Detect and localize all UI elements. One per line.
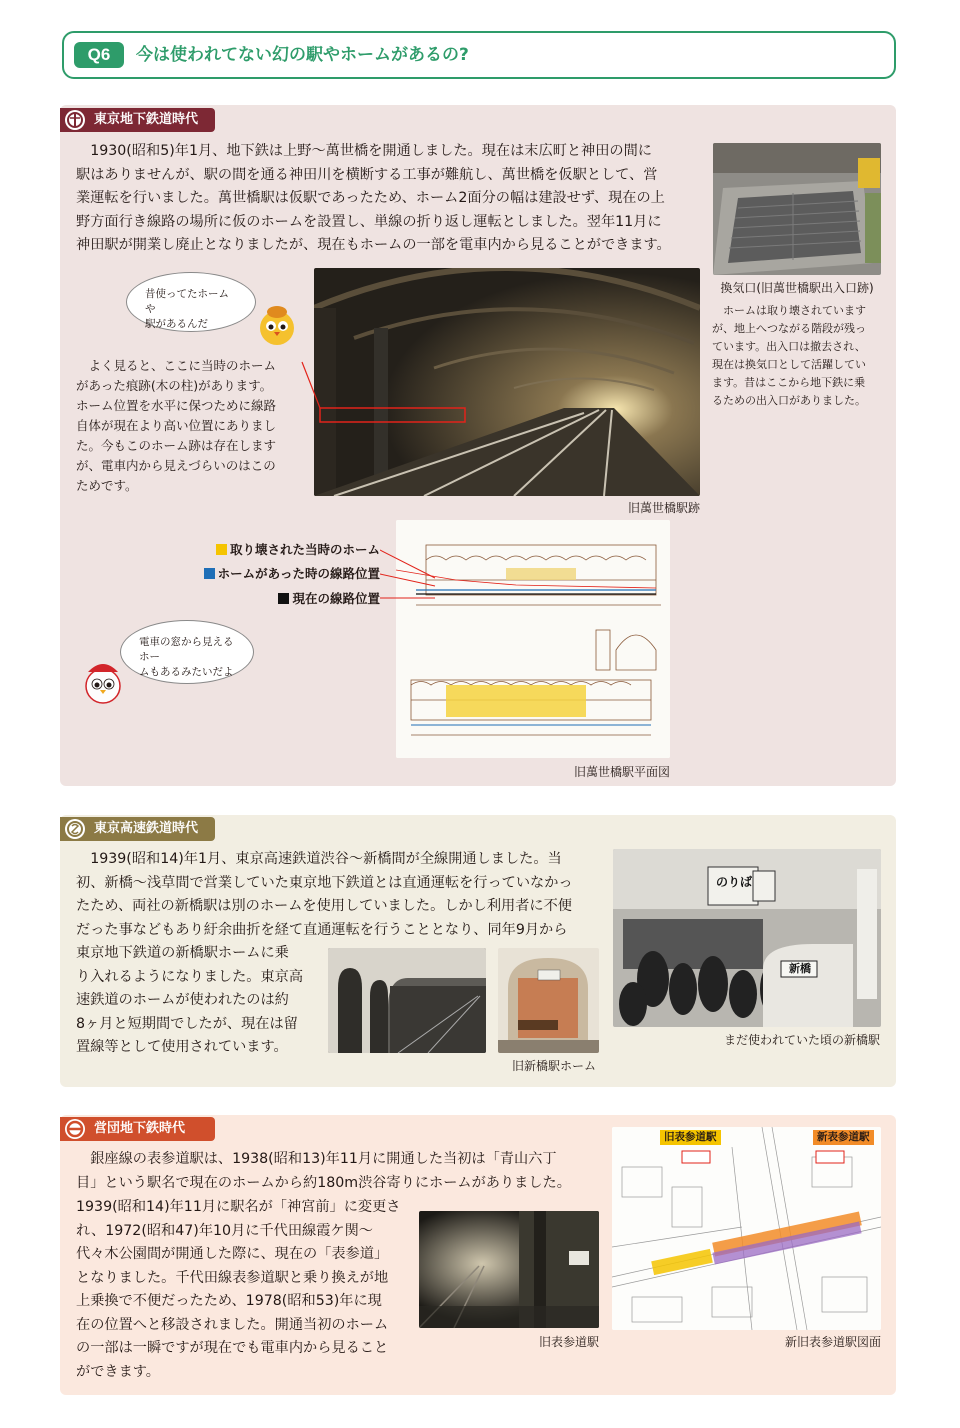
note-line: よく見ると、ここに当時のホーム xyxy=(88,358,277,373)
vent-note-line: ます。昔はここから地下鉄に乗 xyxy=(712,376,866,389)
omotesando-photo-caption: 旧表参道駅 xyxy=(538,1335,599,1349)
omotesando-station-map xyxy=(612,1127,881,1330)
section3-line: の一部は一瞬ですが現在でも電車内から見ること xyxy=(76,1340,389,1356)
bubble2-line: 電車の窓から見えるホー xyxy=(139,636,234,663)
old-shinbashi-platform-photo-2 xyxy=(498,948,599,1053)
speech-bubble-1 xyxy=(126,272,256,332)
platform-trace-note xyxy=(76,356,308,496)
mascot-icon xyxy=(254,300,300,348)
photo-sign-shinbashi: 新橋 xyxy=(789,962,811,975)
section2-line: たため、両社の新橋駅は別のホームを使用していました。しかし利用者に不便 xyxy=(76,898,572,914)
map-caption: 新旧表参道駅図面 xyxy=(784,1335,881,1349)
mascot-2-icon xyxy=(80,654,126,706)
section2-line: 1939(昭和14)年1月、東京高速鉄道渋谷〜新橋間が全線開通しました。当 xyxy=(90,851,562,867)
legend-old-track xyxy=(186,566,380,582)
section3-label-text: 営団地下鉄時代 xyxy=(94,1121,186,1136)
vent-note-line: ています。出入口は撤去され、 xyxy=(712,340,866,353)
section1-line: 駅はありませんが、駅の間を通る神田川を横断する工事が難航し、萬世橋を仮駅として、営 xyxy=(76,166,658,183)
pointer-line xyxy=(300,360,330,460)
section3-line: れ、1972(昭和47)年10月に千代田線霞ケ関〜 xyxy=(76,1222,373,1239)
section3-line: ができます。 xyxy=(76,1363,160,1380)
section2-line: 初、新橋〜浅草間で営業していた東京地下鉄道とは直通運転を行っていなかっ xyxy=(76,874,573,891)
legend-label: 現在の線路位置 xyxy=(292,591,380,606)
old-photo-caption: まだ使われていた頃の新橋駅 xyxy=(723,1033,880,1047)
vent-note-line: が、地上へつながる階段が残っ xyxy=(712,322,866,335)
old-shinbashi-platform-photo-1 xyxy=(328,948,486,1053)
section1-label xyxy=(60,108,215,132)
legend-blue-swatch-icon xyxy=(204,568,215,579)
map-tag-old: 旧表参道駅 xyxy=(660,1130,721,1145)
photo-sign-noriba: のりば xyxy=(715,875,752,889)
vent-note-line: 現在は換気口として活躍してい xyxy=(712,358,866,371)
section2-label-text: 東京高速鉄道時代 xyxy=(94,821,199,836)
speech-bubble-2 xyxy=(120,620,254,684)
teito-logo-icon xyxy=(65,1119,85,1139)
section3-line: 在の位置へと移設されました。開通当初のホーム xyxy=(76,1316,389,1333)
note-line: が、電車内から見えづらいのはこの xyxy=(76,458,276,473)
map-tag-new: 新表参道駅 xyxy=(813,1130,874,1145)
old-omotesando-photo xyxy=(419,1211,599,1328)
bubble1-line: 駅があるんだ xyxy=(145,318,208,330)
section3-body xyxy=(76,1148,603,1195)
note-line: ためです。 xyxy=(76,478,138,493)
section3-line: 上乗換で不便だったため、1978(昭和53)年に現 xyxy=(76,1293,382,1309)
section1-body xyxy=(76,140,701,258)
section2-line: 8ヶ月と短期間でしたが、現在は留 xyxy=(76,1015,298,1032)
section2-line: 東京地下鉄道の新橋駅ホームに乗 xyxy=(76,945,289,961)
section2-body xyxy=(76,848,603,942)
section1-line: 神田駅が開業し廃止となりましたが、現在もホームの一部を電車内から見ることができます。 xyxy=(76,237,671,253)
vent-note-line: ホームは取り壊されています xyxy=(723,304,866,317)
note-line: があった痕跡(木の柱)があります。 xyxy=(76,378,273,393)
legend-pointer-lines xyxy=(380,548,440,608)
section3-line: 代々木公園間が開通した際に、現在の「表参道」 xyxy=(76,1246,389,1262)
note-line: た。今もこのホーム跡は存在します xyxy=(76,438,277,453)
tokyo-underground-logo-icon xyxy=(65,110,85,130)
legend-label: 取り壊された当時のホーム xyxy=(229,542,380,557)
manseibashi-photo-caption: 旧萬世橋駅跡 xyxy=(627,501,700,515)
section3-line: 目」という駅名で現在のホームから約180m渋谷寄りにホームがありました。 xyxy=(76,1174,571,1191)
vent-caption: 換気口(旧萬世橋駅出入口跡) xyxy=(720,281,874,295)
vent-photo xyxy=(713,143,881,275)
note-line: ホーム位置を水平に保つために線路 xyxy=(76,398,277,413)
question-header xyxy=(62,31,896,79)
plan-caption: 旧萬世橋駅平面図 xyxy=(573,765,670,779)
tokyo-rapid-logo-icon xyxy=(65,819,85,839)
question-title: 今は使われてない幻の駅やホームがあるの? xyxy=(136,45,469,65)
section1-line: 野方面行き線路の場所に仮のホームを設置し、単線の折り返し運転としました。翌年11月に xyxy=(76,213,662,230)
bubble1-line: 昔使ってたホームや xyxy=(145,288,229,315)
old-shinbashi-station-photo xyxy=(613,849,881,1027)
section2-label xyxy=(60,817,215,841)
section3-line: 1939(昭和14)年11月に駅名が「神宮前」に変更さ xyxy=(76,1199,401,1215)
vent-note xyxy=(712,302,884,410)
section1-line: 1930(昭和5)年1月、地下鉄は上野〜萬世橋を開通しました。現在は末広町と神田の間に xyxy=(90,143,652,159)
section1-line: 業運転を行いました。萬世橋駅は仮駅であったため、ホーム2面分の幅は建設せず、現在の上 xyxy=(76,190,665,206)
legend-label: ホームがあった時の線路位置 xyxy=(217,566,380,581)
section2-line: 速鉄道のホームが使われたのは約 xyxy=(76,992,289,1008)
section3-label xyxy=(60,1117,215,1141)
platform-caption: 旧新橋駅ホーム xyxy=(511,1059,596,1073)
section3-body-b xyxy=(76,1196,406,1384)
legend-demolished-platform xyxy=(204,542,380,558)
question-badge: Q6 xyxy=(74,42,124,68)
vent-note-line: るための出入口がありました。 xyxy=(712,394,866,407)
manseibashi-tunnel-photo xyxy=(314,268,700,496)
section2-line: 置線等として使用されています。 xyxy=(76,1039,288,1055)
section2-line: り入れるようになりました。東京高 xyxy=(76,968,304,985)
bubble2-line: ムもあるみたいだよ xyxy=(139,666,234,678)
legend-current-track xyxy=(246,591,380,607)
section2-body-b xyxy=(76,942,321,1060)
note-line: 自体が現在より高い位置にありまし xyxy=(76,418,277,433)
legend-yellow-swatch-icon xyxy=(216,544,227,555)
legend-black-swatch-icon xyxy=(278,593,289,604)
section3-line: 銀座線の表参道駅は、1938(昭和13)年11月に開通した当初は「青山六丁 xyxy=(90,1151,557,1167)
section2-line: だった事などもあり紆余曲折を経て直通運転を行うこととなり、同年9月から xyxy=(76,921,568,938)
section3-line: となりました。千代田線表参道駅と乗り換えが地 xyxy=(76,1269,389,1286)
section1-label-text: 東京地下鉄道時代 xyxy=(94,112,199,127)
